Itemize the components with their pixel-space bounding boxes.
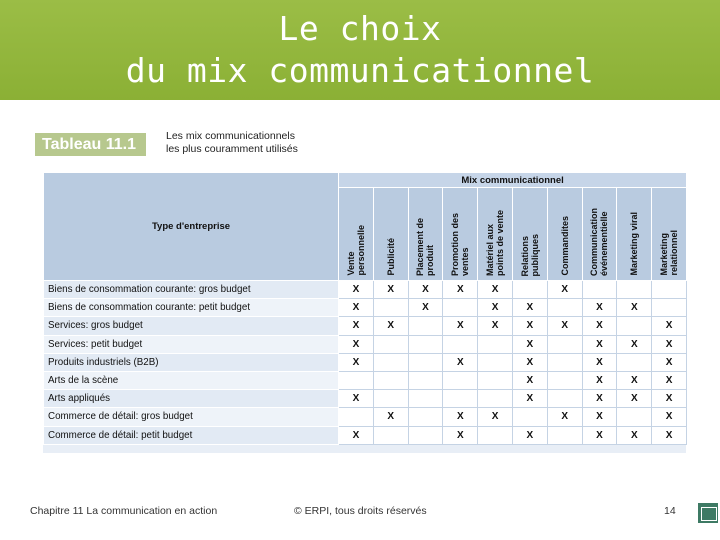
table-row — [44, 299, 687, 317]
table-cell: X — [512, 353, 547, 371]
row-type-label: Services: petit budget — [44, 335, 339, 353]
table-cell: X — [512, 299, 547, 317]
slide-title — [0, 8, 720, 92]
table-cell: X — [512, 317, 547, 335]
table-cell: X — [652, 390, 687, 408]
table-cell — [408, 408, 443, 426]
table-caption-line1: Les mix communicationnels — [166, 130, 295, 142]
table-cell: X — [478, 408, 513, 426]
table-cell — [373, 299, 408, 317]
column-header-label: Placement de produit — [415, 217, 436, 276]
table-cell: X — [339, 299, 374, 317]
table-cell: X — [582, 299, 617, 317]
table-cell: X — [652, 371, 687, 389]
table-cell — [547, 426, 582, 444]
group-header: Mix communicationnel — [339, 173, 687, 188]
table-cell — [339, 371, 374, 389]
column-header — [373, 188, 408, 281]
table-cell: X — [339, 426, 374, 444]
table-cell: X — [512, 335, 547, 353]
table-cell: X — [652, 317, 687, 335]
table-cell: X — [339, 390, 374, 408]
table-cell — [443, 371, 478, 389]
table-cell: X — [582, 371, 617, 389]
table-cell — [373, 371, 408, 389]
row-type-label: Commerce de détail: petit budget — [44, 426, 339, 444]
table-cell: X — [652, 353, 687, 371]
column-header — [408, 188, 443, 281]
row-type-label: Arts appliqués — [44, 390, 339, 408]
table-cell: X — [582, 408, 617, 426]
table-cell — [478, 426, 513, 444]
table-cell: X — [652, 335, 687, 353]
page-number: 14 — [664, 505, 676, 517]
table-cell — [547, 371, 582, 389]
table-row — [44, 281, 687, 299]
table-caption — [166, 130, 298, 156]
table-cell — [547, 299, 582, 317]
table-cell: X — [512, 371, 547, 389]
table-cell: X — [582, 353, 617, 371]
table-cell: X — [617, 335, 652, 353]
table-row — [44, 317, 687, 335]
table-cell: X — [547, 408, 582, 426]
table-cell — [478, 353, 513, 371]
row-type-label: Biens de consommation courante: gros budget — [44, 281, 339, 299]
column-header-label: Relations publiques — [519, 233, 540, 276]
table-cell — [617, 317, 652, 335]
table-cell — [408, 426, 443, 444]
table-cell: X — [478, 317, 513, 335]
column-header-label: Marketing relationnel — [659, 230, 680, 276]
column-header — [652, 188, 687, 281]
corner-header: Type d'entreprise — [44, 173, 339, 281]
table-cell: X — [443, 408, 478, 426]
copyright-footer: © ERPI, tous droits réservés — [294, 505, 427, 517]
table-cell: X — [443, 281, 478, 299]
row-type-label: Services: gros budget — [44, 317, 339, 335]
table-cell — [617, 281, 652, 299]
table-cell: X — [443, 426, 478, 444]
table-row — [44, 353, 687, 371]
slide-title-line1: Le choix — [278, 9, 442, 48]
table-row — [44, 371, 687, 389]
table-cell: X — [582, 335, 617, 353]
table-cell — [617, 353, 652, 371]
table-cell: X — [512, 390, 547, 408]
table-cell: X — [339, 281, 374, 299]
table-cell: X — [339, 317, 374, 335]
row-type-label: Commerce de détail: gros budget — [44, 408, 339, 426]
table-cell — [582, 281, 617, 299]
table-cell — [373, 390, 408, 408]
column-header — [617, 188, 652, 281]
table-badge: Tableau 11.1 — [35, 133, 146, 156]
table-cell: X — [617, 299, 652, 317]
table-cell — [408, 317, 443, 335]
table-cell — [443, 299, 478, 317]
column-header — [478, 188, 513, 281]
publisher-logo-icon — [698, 503, 718, 523]
column-header-label: Vente personnelle — [345, 225, 366, 276]
table-cell: X — [652, 426, 687, 444]
table-cell: X — [478, 281, 513, 299]
mix-table-container — [43, 172, 686, 453]
table-cell — [547, 390, 582, 408]
table-cell — [478, 390, 513, 408]
column-header-label: Matériel aux points de vente — [485, 209, 506, 276]
table-row — [44, 426, 687, 444]
table-cell — [443, 335, 478, 353]
table-cell — [373, 353, 408, 371]
table-cell — [478, 371, 513, 389]
table-row — [44, 335, 687, 353]
table-cell: X — [547, 317, 582, 335]
table-cell: X — [373, 317, 408, 335]
table-cell: X — [339, 353, 374, 371]
slide-title-line2: du mix communicationnel — [125, 51, 595, 90]
table-cell — [512, 281, 547, 299]
table-cell: X — [617, 371, 652, 389]
table-row — [44, 390, 687, 408]
table-cell: X — [652, 408, 687, 426]
table-cell: X — [547, 281, 582, 299]
table-cell — [408, 353, 443, 371]
table-cell: X — [339, 335, 374, 353]
column-header — [582, 188, 617, 281]
column-header — [547, 188, 582, 281]
table-cell: X — [373, 281, 408, 299]
column-header-label: Marketing viral — [629, 212, 640, 276]
table-cell: X — [408, 281, 443, 299]
row-type-label: Arts de la scène — [44, 371, 339, 389]
column-header — [512, 188, 547, 281]
table-cell — [617, 408, 652, 426]
table-cell: X — [582, 426, 617, 444]
table-cell: X — [478, 299, 513, 317]
table-row — [44, 408, 687, 426]
table-cell — [339, 408, 374, 426]
table-cell — [408, 390, 443, 408]
table-cell: X — [582, 390, 617, 408]
table-cell — [478, 335, 513, 353]
table-cell: X — [617, 426, 652, 444]
table-cell — [373, 426, 408, 444]
table-cell: X — [373, 408, 408, 426]
row-type-label: Biens de consommation courante: petit budget — [44, 299, 339, 317]
column-header — [339, 188, 374, 281]
column-header-label: Promotion des ventes — [450, 212, 471, 276]
table-cell: X — [443, 353, 478, 371]
column-header-label: Communication événementielle — [589, 207, 610, 276]
row-type-label: Produits industriels (B2B) — [44, 353, 339, 371]
table-cell: X — [582, 317, 617, 335]
table-cell — [408, 371, 443, 389]
table-body — [44, 281, 687, 445]
column-header — [443, 188, 478, 281]
table-cell — [547, 353, 582, 371]
table-cell — [373, 335, 408, 353]
table-cell: X — [512, 426, 547, 444]
mix-table — [43, 172, 687, 445]
table-cell — [652, 299, 687, 317]
table-cell — [547, 335, 582, 353]
table-cell: X — [617, 390, 652, 408]
column-header-label: Publicité — [385, 238, 396, 276]
table-cell: X — [443, 317, 478, 335]
table-caption-line2: les plus couramment utilisés — [166, 143, 298, 155]
column-header-label: Commandites — [559, 216, 570, 276]
table-cell — [408, 335, 443, 353]
chapter-footer: Chapitre 11 La communication en action — [30, 505, 218, 517]
table-cell — [652, 281, 687, 299]
table-cell: X — [408, 299, 443, 317]
table-cell — [443, 390, 478, 408]
table-cell — [512, 408, 547, 426]
